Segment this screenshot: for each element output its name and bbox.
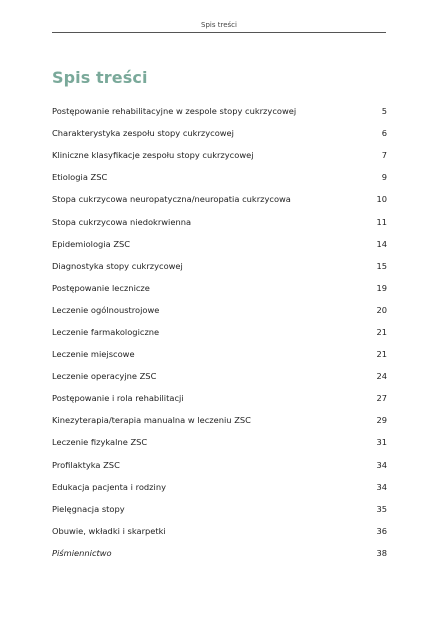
toc-entry[interactable] xyxy=(52,431,387,453)
toc-entry[interactable] xyxy=(52,409,387,431)
toc-entry-page: 21 xyxy=(376,349,387,360)
toc-entry-title: Leczenie fizykalne ZSC xyxy=(52,437,148,448)
toc-entry-title: Leczenie ogólnoustrojowe xyxy=(52,304,160,315)
toc-entry[interactable] xyxy=(52,210,387,232)
toc-entry-page: 31 xyxy=(376,437,387,448)
toc-entry-title: Postępowanie lecznicze xyxy=(52,282,150,293)
toc-entry-page: 11 xyxy=(376,216,387,227)
toc-entry-page: 6 xyxy=(381,128,387,139)
toc-list xyxy=(52,100,387,564)
toc-entry-title: Obuwie, wkładki i skarpetki xyxy=(52,525,166,536)
toc-entry-title: Profilaktyka ZSC xyxy=(52,459,120,470)
toc-entry[interactable] xyxy=(52,387,387,409)
toc-entry-page: 35 xyxy=(376,503,387,514)
toc-entry[interactable] xyxy=(52,188,387,210)
toc-entry-title: Leczenie miejscowe xyxy=(52,349,135,360)
running-header: Spis treści xyxy=(52,18,386,33)
toc-entry-page: 14 xyxy=(376,238,387,249)
toc-entry[interactable] xyxy=(52,122,387,144)
toc-title: Spis treści xyxy=(52,68,148,87)
toc-entry[interactable] xyxy=(52,166,387,188)
toc-entry-title: Stopa cukrzycowa neuropatyczna/neuropatia cukrzycowa xyxy=(52,194,291,205)
toc-entry[interactable] xyxy=(52,233,387,255)
toc-entry-page: 5 xyxy=(381,106,387,117)
toc-entry[interactable] xyxy=(52,498,387,520)
toc-entry-page: 24 xyxy=(376,371,387,382)
toc-entry-title: Stopa cukrzycowa niedokrwienna xyxy=(52,216,192,227)
toc-entry-title: Charakterystyka zespołu stopy cukrzycowej xyxy=(52,128,234,139)
toc-entry[interactable] xyxy=(52,144,387,166)
toc-entry[interactable] xyxy=(52,520,387,542)
toc-entry-title: Leczenie farmakologiczne xyxy=(52,326,160,337)
toc-entry-title: Postępowanie rehabilitacyjne w zespole stopy cukrzycowej xyxy=(52,106,297,117)
toc-entry[interactable] xyxy=(52,277,387,299)
toc-entry-title: Etiologia ZSC xyxy=(52,172,108,183)
toc-entry[interactable] xyxy=(52,299,387,321)
toc-entry[interactable] xyxy=(52,321,387,343)
toc-entry-page: 15 xyxy=(376,260,387,271)
toc-entry-page: 27 xyxy=(376,393,387,404)
toc-entry-page: 9 xyxy=(381,172,387,183)
toc-entry-title: Piśmiennictwo xyxy=(52,547,112,558)
toc-entry-title: Leczenie operacyjne ZSC xyxy=(52,371,157,382)
toc-entry-bibliography[interactable] xyxy=(52,542,387,564)
toc-entry-page: 20 xyxy=(376,304,387,315)
toc-entry-page: 34 xyxy=(376,459,387,470)
toc-entry-title: Diagnostyka stopy cukrzycowej xyxy=(52,260,183,271)
toc-entry-page: 36 xyxy=(376,525,387,536)
toc-entry-title: Edukacja pacjenta i rodziny xyxy=(52,481,166,492)
toc-entry[interactable] xyxy=(52,476,387,498)
toc-entry-page: 29 xyxy=(376,415,387,426)
toc-entry-page: 7 xyxy=(381,150,387,161)
toc-entry[interactable] xyxy=(52,365,387,387)
toc-entry[interactable] xyxy=(52,255,387,277)
toc-entry-title: Kinezyterapia/terapia manualna w leczeniu ZSC xyxy=(52,415,251,426)
toc-entry[interactable] xyxy=(52,454,387,476)
toc-entry-title: Kliniczne klasyfikacje zespołu stopy cukrzycowej xyxy=(52,150,254,161)
toc-entry-page: 10 xyxy=(376,194,387,205)
toc-entry-title: Pielęgnacja stopy xyxy=(52,503,125,514)
toc-entry-page: 38 xyxy=(376,547,387,558)
toc-entry[interactable] xyxy=(52,100,387,122)
toc-entry-title: Postępowanie i rola rehabilitacji xyxy=(52,393,184,404)
toc-entry-page: 21 xyxy=(376,326,387,337)
toc-entry[interactable] xyxy=(52,343,387,365)
toc-entry-page: 34 xyxy=(376,481,387,492)
toc-entry-title: Epidemiologia ZSC xyxy=(52,238,131,249)
toc-entry-page: 19 xyxy=(376,282,387,293)
